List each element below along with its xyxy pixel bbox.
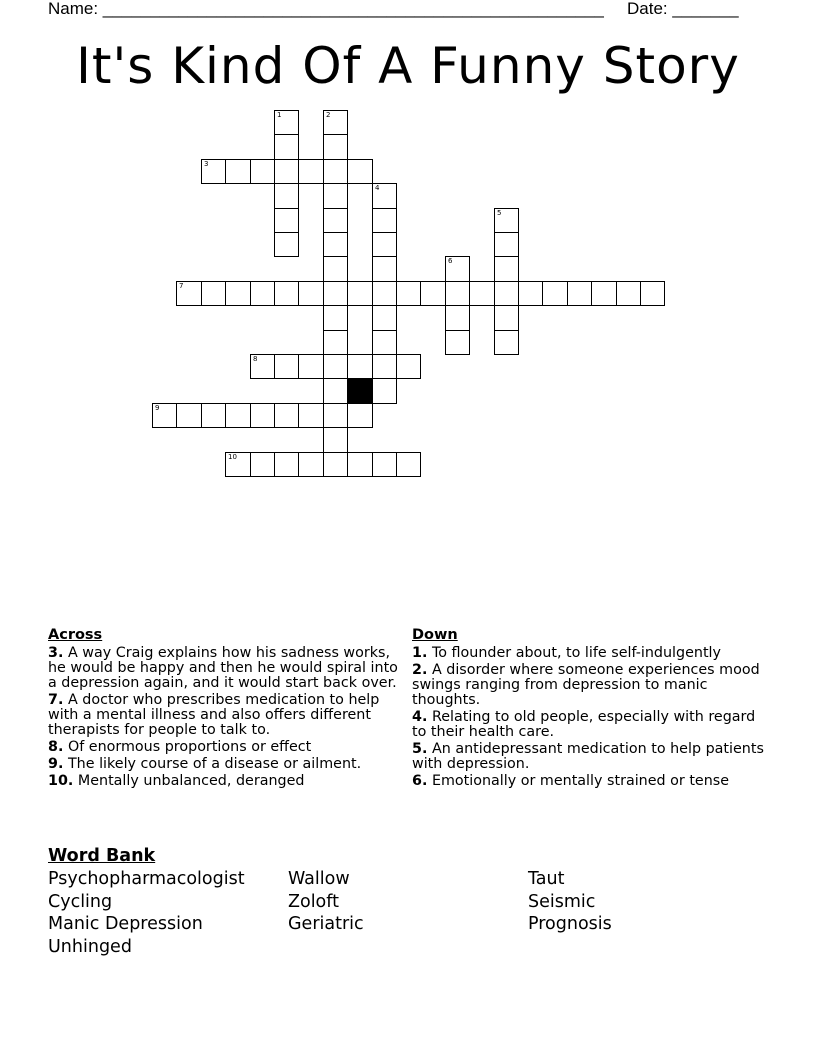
grid-cell[interactable] xyxy=(372,183,397,209)
clue-text: A disorder where someone experiences mood swings ranging from depression to manic thoughts. xyxy=(412,662,760,708)
clue-down xyxy=(412,646,764,661)
grid-cell[interactable] xyxy=(372,281,397,306)
across-clues xyxy=(48,628,400,791)
grid-cell[interactable] xyxy=(396,452,421,477)
grid-cell[interactable] xyxy=(372,354,397,379)
grid-cell[interactable] xyxy=(494,330,519,355)
grid-cell[interactable] xyxy=(250,281,275,306)
grid-cell[interactable] xyxy=(225,403,251,428)
clue-number: 2. xyxy=(412,662,428,678)
grid-cell[interactable] xyxy=(494,232,519,257)
grid-cell[interactable] xyxy=(323,403,348,428)
grid-cell[interactable] xyxy=(323,256,348,282)
grid-cell[interactable] xyxy=(518,281,543,306)
word-bank-list xyxy=(48,868,768,958)
header xyxy=(48,0,748,20)
grid-cell[interactable] xyxy=(445,281,470,306)
grid-cell[interactable] xyxy=(274,232,299,257)
grid-cell[interactable] xyxy=(274,110,299,135)
grid-cell[interactable] xyxy=(347,354,373,379)
grid-cell[interactable] xyxy=(445,256,470,282)
clue-across xyxy=(48,693,400,738)
grid-cell[interactable] xyxy=(372,452,397,477)
black-cell xyxy=(347,378,373,404)
grid-cell[interactable] xyxy=(372,330,397,355)
grid-cell[interactable] xyxy=(152,403,177,428)
word-bank-heading: Word Bank xyxy=(48,846,156,866)
clue-number: 8. xyxy=(48,739,64,755)
clue-down xyxy=(412,742,764,772)
clue-text: An antidepressant medication to help patients with depression. xyxy=(412,741,764,772)
grid-cell[interactable] xyxy=(420,281,446,306)
grid-cell[interactable] xyxy=(298,159,324,184)
clue-number-label: 1 xyxy=(277,111,282,119)
clue-text: A way Craig explains how his sadness works, he would be happy and then he would spiral into a depression again, and it would start back over. xyxy=(48,645,398,691)
across-heading: Across xyxy=(48,627,103,643)
grid-cell[interactable] xyxy=(323,378,348,404)
grid-cell[interactable] xyxy=(494,281,519,306)
grid-cell[interactable] xyxy=(323,134,348,160)
clue-number-label: 3 xyxy=(204,160,209,168)
grid-cell[interactable] xyxy=(372,232,397,257)
clue-number-label: 8 xyxy=(253,355,258,363)
grid-cell[interactable] xyxy=(396,354,421,379)
grid-cell[interactable] xyxy=(225,159,251,184)
grid-cell[interactable] xyxy=(274,183,299,209)
word-bank-item: Manic Depression xyxy=(48,914,203,935)
grid-cell[interactable] xyxy=(225,452,251,477)
grid-cell[interactable] xyxy=(225,281,251,306)
grid-cell[interactable] xyxy=(372,256,397,282)
grid-cell[interactable] xyxy=(323,452,348,477)
grid-cell[interactable] xyxy=(323,330,348,355)
grid-cell[interactable] xyxy=(591,281,617,306)
grid-cell[interactable] xyxy=(176,281,202,306)
clue-across xyxy=(48,740,400,755)
grid-cell[interactable] xyxy=(372,378,397,404)
grid-cell[interactable] xyxy=(372,208,397,233)
clue-number-label: 9 xyxy=(155,404,160,412)
grid-cell[interactable] xyxy=(201,281,226,306)
clue-text: Relating to old people, especially with regard to their health care. xyxy=(412,709,756,740)
grid-cell[interactable] xyxy=(469,281,495,306)
grid-cell[interactable] xyxy=(201,159,226,184)
clue-text: Mentally unbalanced, deranged xyxy=(77,773,305,789)
grid-cell[interactable] xyxy=(323,232,348,257)
word-bank-item: Taut xyxy=(528,869,565,889)
grid-cell[interactable] xyxy=(323,159,348,184)
clue-across xyxy=(48,646,400,691)
grid-cell[interactable] xyxy=(494,305,519,331)
grid-cell[interactable] xyxy=(347,403,373,428)
clue-number-label: 6 xyxy=(448,257,453,265)
grid-cell[interactable] xyxy=(323,354,348,379)
grid-cell[interactable] xyxy=(176,403,202,428)
grid-cell[interactable] xyxy=(298,452,324,477)
word-bank-item: Seismic xyxy=(528,891,596,912)
grid-cell[interactable] xyxy=(396,281,421,306)
grid-cell[interactable] xyxy=(494,256,519,282)
grid-cell[interactable] xyxy=(298,403,324,428)
grid-cell[interactable] xyxy=(250,354,275,379)
clue-down xyxy=(412,663,764,708)
clue-text: Emotionally or mentally strained or tense xyxy=(431,773,730,789)
clue-number: 7. xyxy=(48,692,64,708)
clue-text: To flounder about, to life self-indulgently xyxy=(431,645,721,661)
grid-cell[interactable] xyxy=(298,281,324,306)
clue-across xyxy=(48,774,400,789)
clue-number-label: 10 xyxy=(228,453,237,461)
clue-across xyxy=(48,757,400,772)
grid-cell[interactable] xyxy=(274,403,299,428)
clue-number: 9. xyxy=(48,756,64,772)
grid-cell[interactable] xyxy=(323,183,348,209)
clue-number: 10. xyxy=(48,773,74,789)
grid-cell[interactable] xyxy=(494,208,519,233)
grid-cell[interactable] xyxy=(372,305,397,331)
grid-cell[interactable] xyxy=(250,403,275,428)
grid-cell[interactable] xyxy=(298,354,324,379)
grid-cell[interactable] xyxy=(616,281,641,306)
date-field[interactable]: Date: _______ xyxy=(627,0,739,18)
clue-down xyxy=(412,774,764,789)
clue-number-label: 2 xyxy=(326,111,331,119)
clue-number: 5. xyxy=(412,741,428,757)
name-field[interactable]: Name: _____________________________________________________ xyxy=(48,0,604,18)
word-bank xyxy=(48,846,768,958)
grid-cell[interactable] xyxy=(640,281,665,306)
grid-cell[interactable] xyxy=(323,208,348,233)
grid-cell[interactable] xyxy=(323,281,348,306)
clue-number: 4. xyxy=(412,709,428,725)
grid-cell[interactable] xyxy=(274,452,299,477)
word-bank-item: Cycling xyxy=(48,891,113,912)
clue-number-label: 5 xyxy=(497,209,502,217)
word-bank-item: Psychopharmacologist xyxy=(48,869,245,889)
clue-number: 3. xyxy=(48,645,64,661)
down-clues xyxy=(412,628,764,791)
grid-cell[interactable] xyxy=(323,110,348,135)
clue-number: 6. xyxy=(412,773,428,789)
word-bank-item: Prognosis xyxy=(528,914,612,935)
grid-cell[interactable] xyxy=(274,134,299,160)
grid-cell[interactable] xyxy=(250,452,275,477)
grid-cell[interactable] xyxy=(445,330,470,355)
page-title: It's Kind Of A Funny Story xyxy=(76,37,740,95)
grid-cell[interactable] xyxy=(347,159,373,184)
clue-number: 1. xyxy=(412,645,428,661)
clue-number-label: 4 xyxy=(375,184,380,192)
grid-cell[interactable] xyxy=(274,281,299,306)
grid-cell[interactable] xyxy=(274,354,299,379)
grid-cell[interactable] xyxy=(250,159,275,184)
grid-cell[interactable] xyxy=(542,281,568,306)
word-bank-item: Wallow xyxy=(288,869,350,889)
down-heading: Down xyxy=(412,627,458,643)
clue-text: Of enormous proportions or effect xyxy=(67,739,312,755)
clue-down xyxy=(412,710,764,740)
grid-cell[interactable] xyxy=(201,403,226,428)
grid-cell[interactable] xyxy=(274,159,299,184)
clue-number-label: 7 xyxy=(179,282,184,290)
clue-text: A doctor who prescribes medication to help with a mental illness and also offers different therapists for people to talk to. xyxy=(48,692,380,738)
word-bank-item: Unhinged xyxy=(48,936,132,957)
grid-cell[interactable] xyxy=(323,427,348,453)
grid-cell[interactable] xyxy=(567,281,592,306)
word-bank-item: Zoloft xyxy=(288,891,339,912)
grid-cell[interactable] xyxy=(347,281,373,306)
grid-cell[interactable] xyxy=(347,452,373,477)
clue-text: The likely course of a disease or ailment. xyxy=(67,756,362,772)
grid-cell[interactable] xyxy=(274,208,299,233)
word-bank-item: Geriatric xyxy=(288,914,364,935)
grid-cell[interactable] xyxy=(323,305,348,331)
grid-cell[interactable] xyxy=(445,305,470,331)
